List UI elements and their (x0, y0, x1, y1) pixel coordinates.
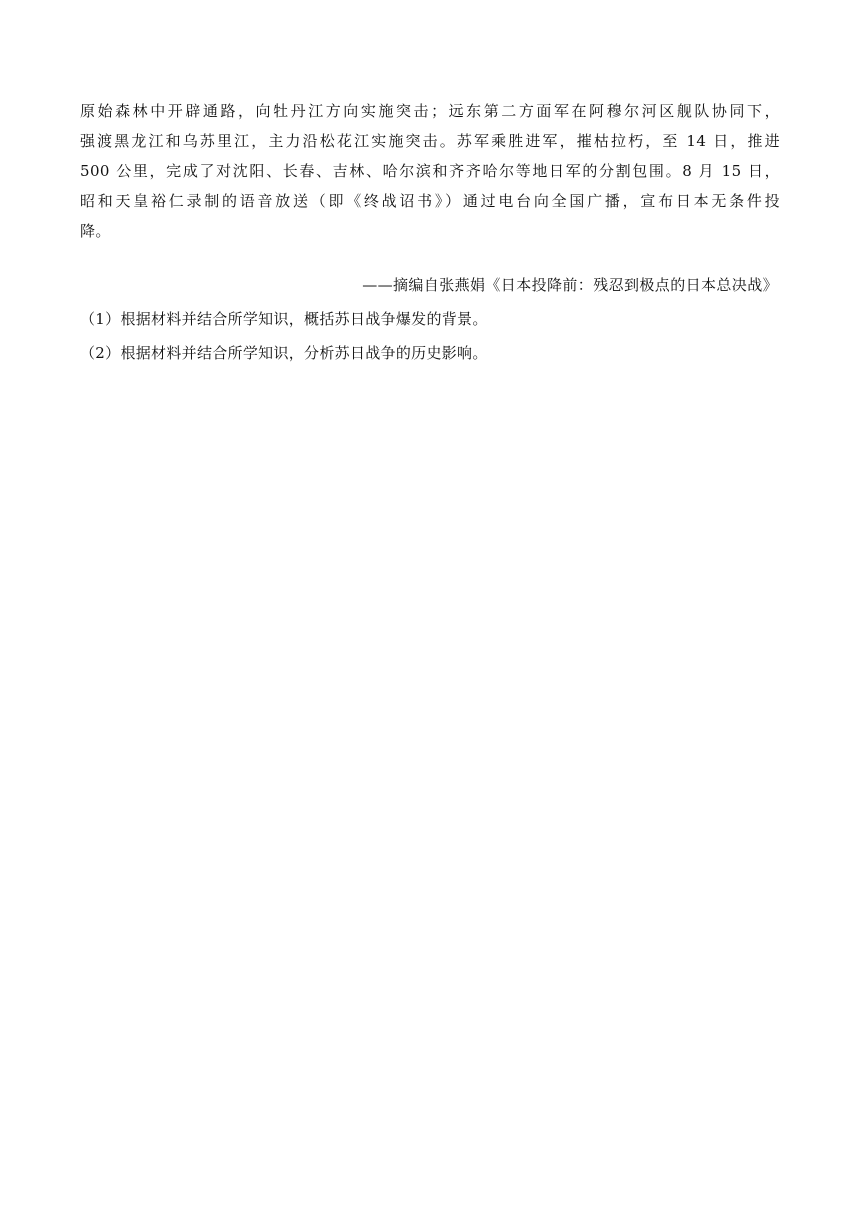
passage-line: 强渡黑龙江和乌苏里江，主力沿松花江实施突击。苏军乘胜进军，摧枯拉朽，至 14 日，推进 (80, 132, 780, 150)
passage-line: 昭和天皇裕仁录制的语音放送（即《终战诏书》）通过电台向全国广播，宣布日本无条件投 (80, 192, 780, 210)
passage-line: 原始森林中开辟通路，向牡丹江方向实施突击；远东第二方面军在阿穆尔河区舰队协同下， (80, 102, 780, 120)
passage-line: 降。 (80, 222, 111, 240)
question-1: （1）根据材料并结合所学知识，概括苏日战争爆发的背景。 (80, 310, 488, 328)
passage-line: 500 公里，完成了对沈阳、长春、吉林、哈尔滨和齐齐哈尔等地日军的分割包围。8 月 15 日， (80, 162, 780, 180)
material-passage (80, 96, 780, 246)
question-2: （2）根据材料并结合所学知识，分析苏日战争的历史影响。 (80, 344, 488, 362)
source-citation: ——摘编自张燕娟《日本投降前：残忍到极点的日本总决战》 (362, 276, 778, 294)
